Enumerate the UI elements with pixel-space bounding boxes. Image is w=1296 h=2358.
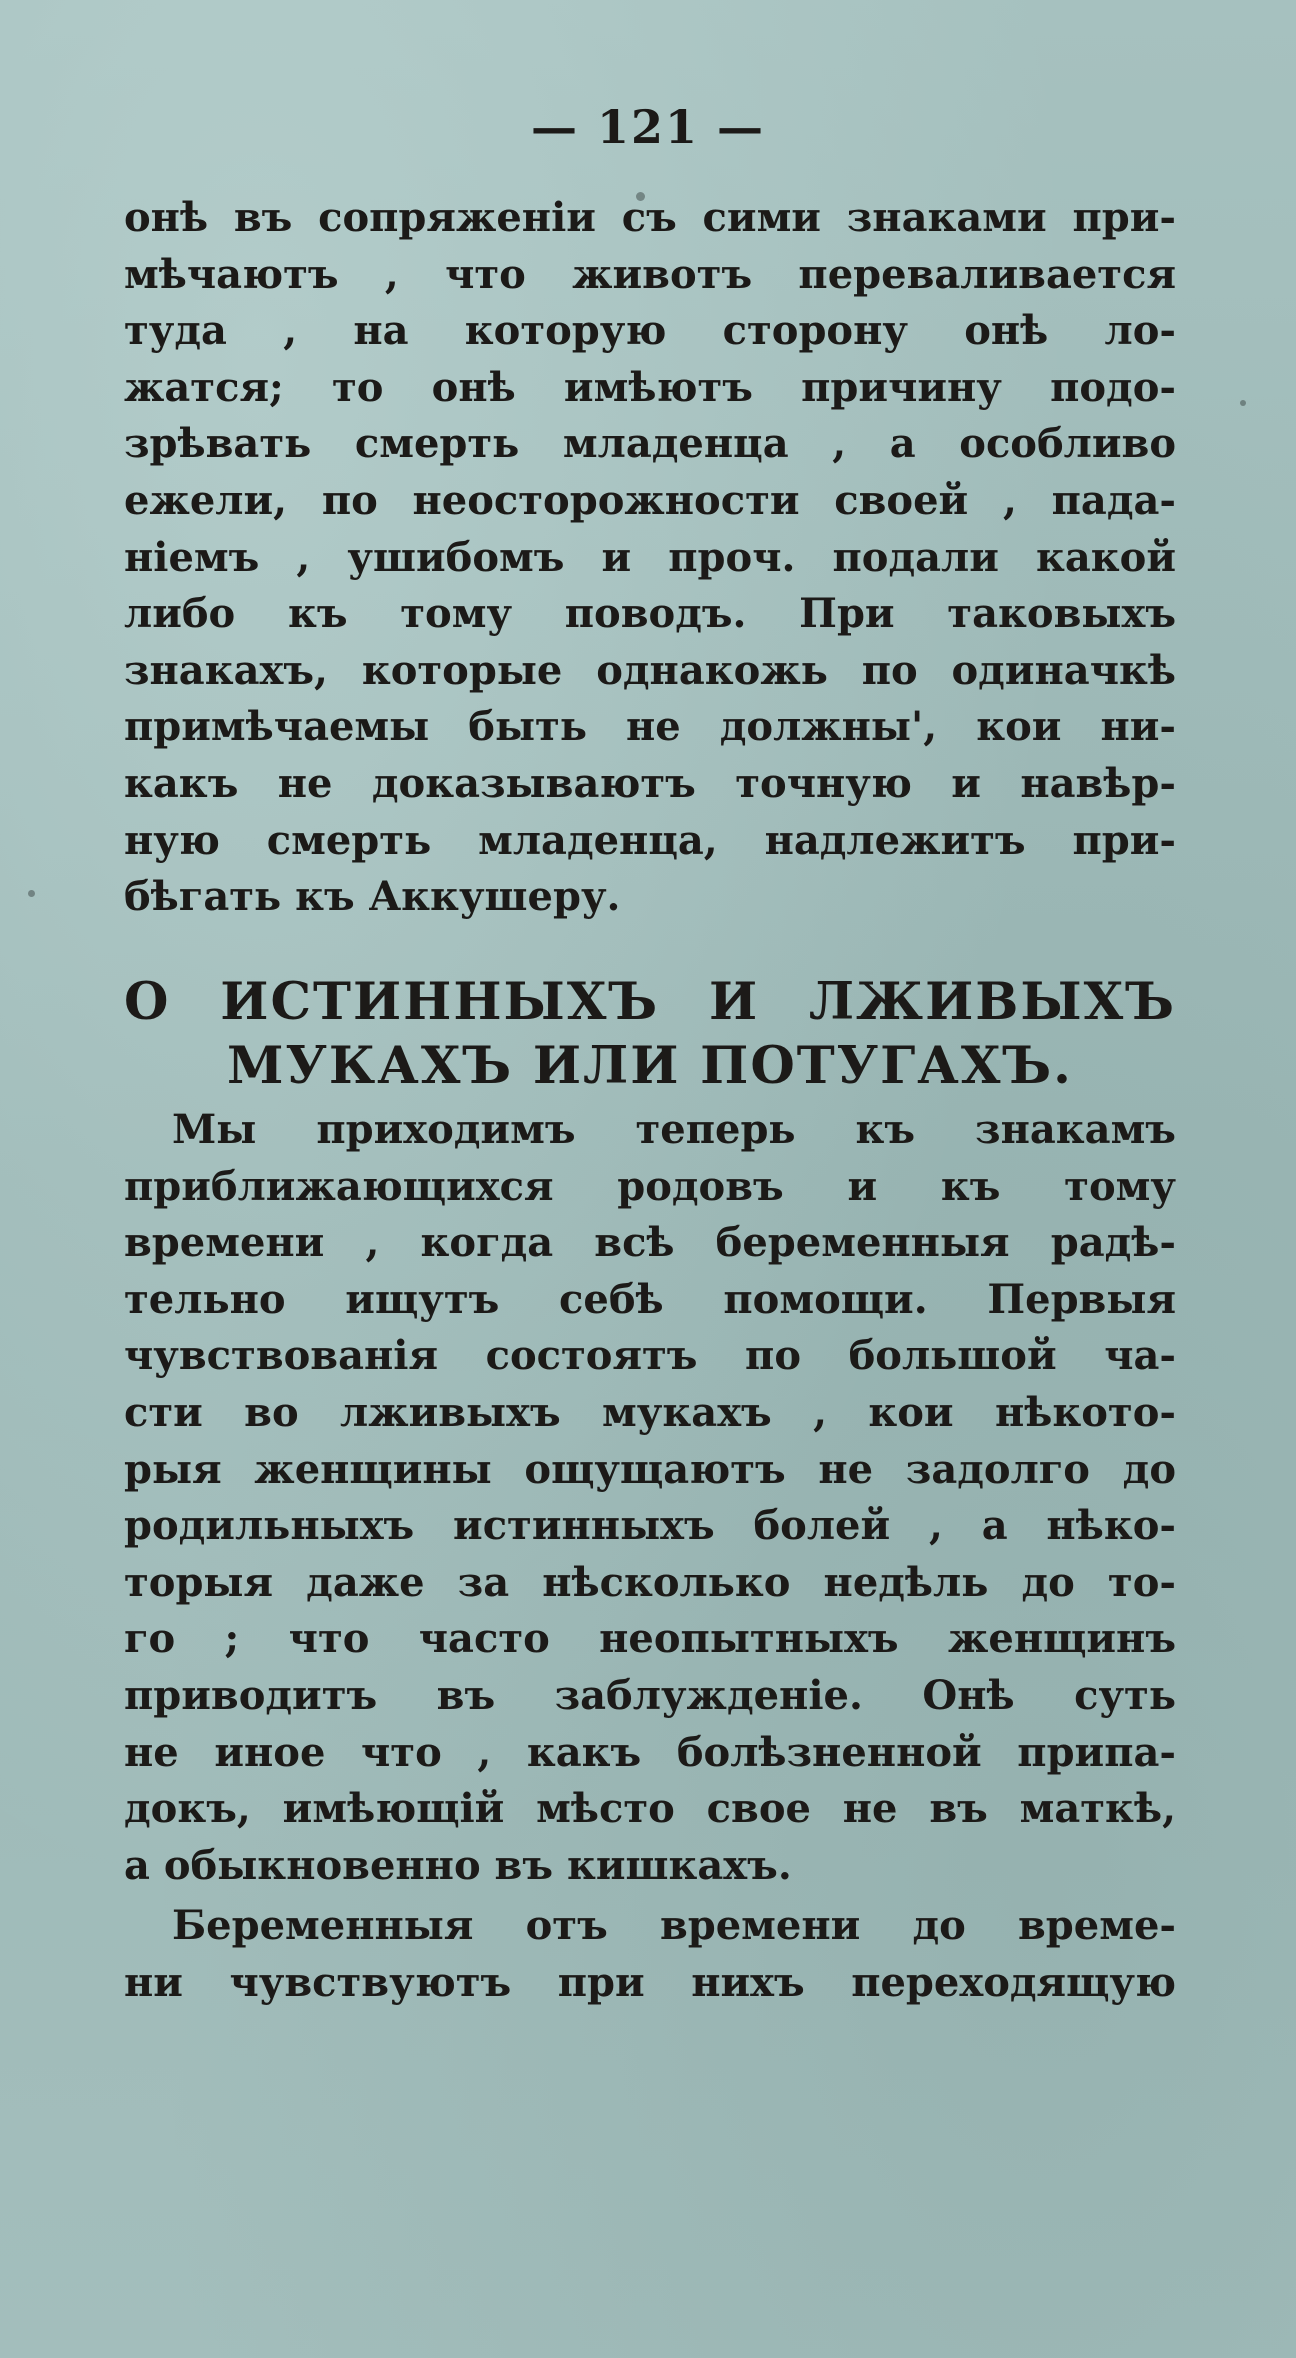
page-number: — 121 —: [530, 100, 766, 154]
text-line: примѣчаемы быть не должны', кои ни-: [124, 703, 1176, 751]
text-line: знакахъ, которые однакожь по одиначкѣ: [124, 646, 1176, 694]
section-heading: [124, 970, 1176, 1098]
text-line: сти во лживыхъ мукахъ , кои нѣкото-: [124, 1388, 1176, 1436]
text-line: рыя женщины ощущаютъ не задолго до: [124, 1445, 1176, 1493]
paragraph-continued: [124, 190, 1176, 926]
text-line: либо къ тому поводъ. При таковыхъ: [124, 590, 1176, 638]
text-line: тельно ищутъ себѣ помощи. Первыя: [124, 1275, 1176, 1323]
text-line: времени , когда всѣ беременныя радѣ-: [124, 1219, 1176, 1267]
text-line: го ; что часто неопытныхъ женщинъ: [124, 1615, 1176, 1663]
text-line: онѣ въ сопряженіи съ сими знаками при-: [124, 194, 1176, 241]
paper-spot: [28, 890, 35, 897]
text-line: ежели, по неосторожности своей , пада-: [124, 476, 1176, 524]
text-line: не иное что , какъ болѣзненной припа-: [124, 1728, 1176, 1776]
text-line: а обыкновенно въ кишкахъ.: [124, 1841, 792, 1889]
text-line: мѣчаютъ , что животъ переваливается: [124, 250, 1176, 298]
text-line: Беременныя отъ времени до време-: [172, 1902, 1176, 1949]
text-line: какъ не доказываютъ точную и навѣр-: [124, 759, 1176, 807]
text-line: Мы приходимъ теперь къ знакамъ: [172, 1106, 1176, 1153]
text-line: ніемъ , ушибомъ и проч. подали какой: [124, 533, 1176, 581]
heading-line: О ИСТИННЫХЪ И ЛЖИВЫХЪ: [124, 972, 1176, 1032]
paper-spot: [1240, 400, 1246, 406]
text-line: торыя даже за нѣсколько недѣль до то-: [124, 1558, 1176, 1606]
text-line: зрѣвать смерть младенца , а особливо: [124, 420, 1176, 468]
text-line: жатся; то онѣ имѣютъ причину подо-: [124, 363, 1176, 411]
text-line: ни чувствуютъ при нихъ переходящую: [124, 1958, 1176, 2006]
heading-line: МУКАХЪ ИЛИ ПОТУГАХЪ.: [227, 1036, 1073, 1096]
text-line: приводитъ въ заблужденіе. Онѣ суть: [124, 1671, 1176, 1719]
paragraph-next: [124, 1898, 1176, 2011]
text-line: родильныхъ истинныхъ болей , а нѣко-: [124, 1502, 1176, 1550]
text-line: туда , на которую сторону онѣ ло-: [124, 307, 1176, 355]
paragraph-main: [124, 1102, 1176, 1894]
text-line: бѣгать къ Аккушеру.: [124, 873, 621, 921]
text-line: приближающихся родовъ и къ тому: [124, 1162, 1176, 1210]
text-line: докъ, имѣющій мѣсто свое не въ маткѣ,: [124, 1785, 1176, 1833]
text-line: ную смерть младенца, надлежитъ при-: [124, 816, 1176, 864]
text-line: чувствованія состоятъ по большой ча-: [124, 1332, 1176, 1380]
